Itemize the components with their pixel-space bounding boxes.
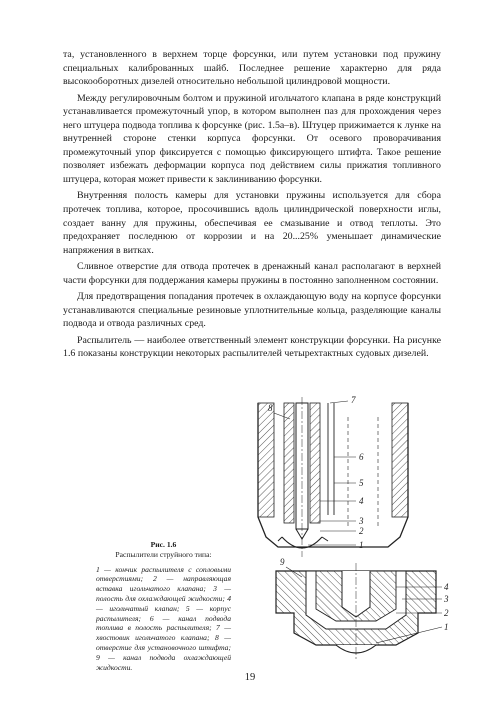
label-top-1: 1 <box>359 540 364 550</box>
paragraph-3: Внутренняя полость камеры для установки пружины используется для сбора протечек топлива, которое, просочившись вдоль цилиндрической поверхности иглы, создает ванну для пружины, обеспечивая ее смазывание и отвод теплоты. Это предохраняет последнюю от коррозии и на 20...25% уменьшает динамические напряжения в витках. <box>63 190 441 256</box>
label-top-2: 2 <box>359 526 364 536</box>
page-number: 19 <box>244 672 256 683</box>
paragraph-1: та, установленного в верхнем торце форсунки, или путем установки под пружину специальных калиброванных шайб. Последнее решение характерно для ряда высокооборотных дизелей относительно небольшой цилиндровой мощности. <box>63 49 441 88</box>
label-top-5: 5 <box>359 478 364 488</box>
figure-caption <box>96 540 231 672</box>
nozzle-section-drawing <box>238 397 428 560</box>
label-bottom-9: 9 <box>280 557 285 567</box>
label-top-4: 4 <box>359 496 364 506</box>
nozzle-tip-drawing <box>276 557 456 663</box>
label-bottom-1: 1 <box>444 622 449 632</box>
figure-legend: 1 — кончик распылителя с сопловыми отверстиями; 2 — направляющая вставка игольчатого клапана; 3 — полость для охлаждающей жидкости; 4 — игольчатый клапан; 5 — корпус распылителя; 6 — канал подвода топлива в полость распылителя; 7 — хвостовик игольчатого клапана; 8 — отверстие для установочного штифта; 9 — канал подвода охлаждающей жидкости. <box>96 564 231 672</box>
label-bottom-3: 3 <box>444 594 449 604</box>
label-top-3: 3 <box>359 516 364 526</box>
figure-title: Распылители струйного типа: <box>115 549 212 559</box>
paragraph-5: Для предотвращения попадания протечек в охлаждающую воду на корпусе форсунки устанавливаются специальные резиновые уплотнительные кольца, разделяющие каналы подвода и отвода различных сред. <box>63 291 441 330</box>
figure-number: Рис. 1.6 <box>150 540 177 549</box>
body-text <box>63 48 441 361</box>
paragraph-4: Сливное отверстие для отвода протечек в дренажный канал располагают в верхней части форсунки для поддержания камеры пружины в постоянно заполненном состоянии. <box>63 261 441 286</box>
label-bottom-2: 2 <box>444 608 449 618</box>
label-top-7: 7 <box>351 395 356 405</box>
paragraph-2: Между регулировочным болтом и пружиной игольчатого клапана в ряде конструкций устанавливается промежуточный упор, в котором выполнен паз для прохождения через него штуцера подвода топлива к форсунке (рис. 1.5а–в). Штуцер прижимается к лунке на внутренней стороне стенки корпуса форсунки. От осевого проворачивания промежуточный упор фиксируется с помощью фиксирующего штифта. Такое решение позволяет избежать деформации корпуса под действием силы прижатия топливного штуцера, которая может привести к заклиниванию форсунки. <box>63 92 441 185</box>
label-top-6: 6 <box>359 452 364 462</box>
paragraph-6: Распылитель — наиболее ответственный элемент конструкции форсунки. На рисунке 1.6 показаны конструкции некоторых распылителей четырехтактных судовых дизелей. <box>63 334 441 360</box>
label-top-8: 8 <box>268 403 273 413</box>
label-bottom-4: 4 <box>444 582 449 592</box>
